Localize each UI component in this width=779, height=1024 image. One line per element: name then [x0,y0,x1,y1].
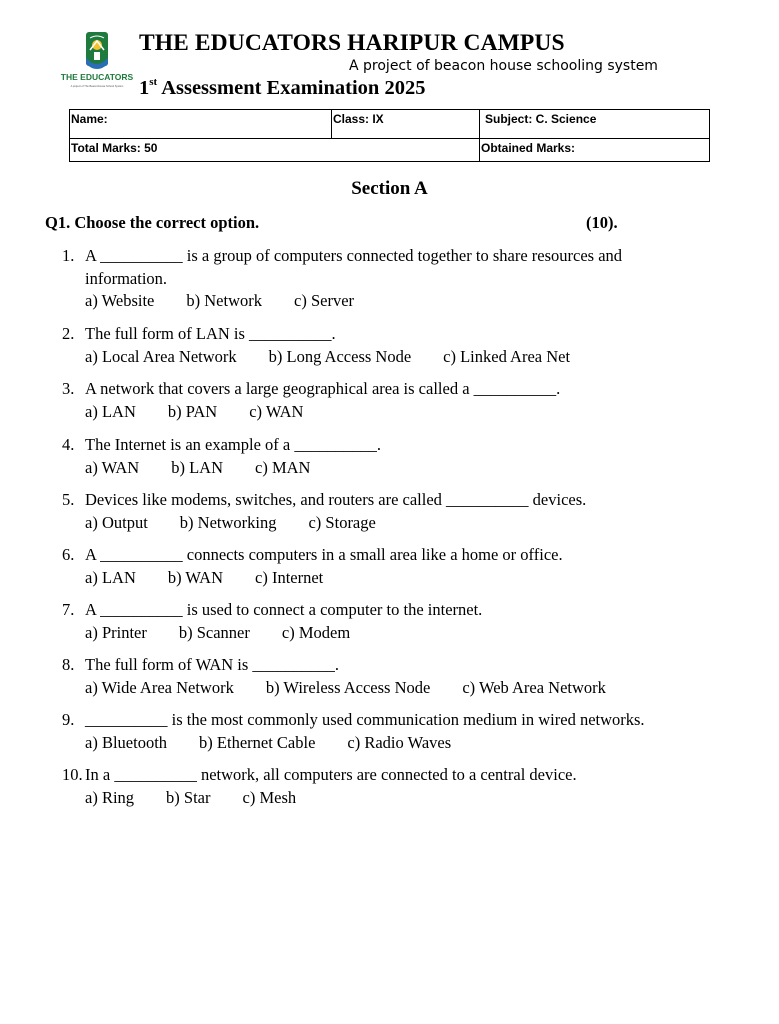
question-options [85,732,682,755]
option-a[interactable]: a) Output [85,512,148,532]
option-b[interactable]: b) WAN [167,567,224,587]
exam-title [139,77,425,100]
question-options [85,512,682,535]
subject-label: Subject: C. Science [485,112,597,126]
option-a[interactable]: a) LAN [85,401,136,421]
question-text: In a __________ network, all computers are connected to a central device. [85,765,577,784]
question-number: 2. [62,324,75,343]
option-b[interactable]: b) Ethernet Cable [199,732,316,752]
question-options [85,567,682,590]
question-number: 4. [62,435,75,454]
section-title: Section A [351,178,428,199]
option-c[interactable]: c) Modem [281,622,351,642]
question-options [85,677,682,700]
name-field[interactable]: Name: [70,110,332,139]
question-number: 5. [62,490,75,509]
option-c[interactable]: c) MAN [255,457,311,477]
student-info-table [69,109,710,162]
question-number: 6. [62,545,75,564]
option-a[interactable]: a) Ring [85,787,135,807]
question-4 [62,434,682,479]
option-c[interactable]: c) Mesh [242,787,297,807]
exam-number: 1 [139,77,150,99]
question-options [85,787,682,810]
option-a[interactable]: a) WAN [85,457,140,477]
question-number: 9. [62,710,75,729]
option-c[interactable]: c) Internet [255,567,324,587]
exam-name: Assessment Examination 2025 [161,77,426,99]
option-b[interactable]: b) Network [186,291,262,310]
question-text: A __________ connects computers in a small area like a home or office. [85,545,563,564]
question-7 [62,599,682,644]
option-a[interactable]: a) Website [85,291,155,310]
class-field: Class: IX [332,110,480,139]
option-a[interactable]: a) Bluetooth [85,732,168,752]
subject-field [480,110,710,139]
option-a[interactable]: a) Printer [85,622,147,642]
option-c[interactable]: c) Linked Area Net [443,346,571,366]
question-number: 7. [62,600,75,619]
logo-tagline: A project of The Beaconhouse School System [70,85,124,88]
option-c[interactable]: c) Web Area Network [462,677,606,697]
question-3 [62,378,682,423]
option-c[interactable]: c) WAN [249,401,304,421]
question-1 [62,245,682,313]
option-c[interactable]: c) Radio Waves [347,732,452,752]
question-number: 1. [62,246,75,265]
question-8 [62,654,682,699]
question-9 [62,709,682,754]
question-text: The full form of WAN is __________. [85,655,340,674]
option-c[interactable]: c) Storage [308,512,376,532]
question-text: Devices like modems, switches, and routers are called __________ devices. [85,490,587,509]
question-text: The full form of LAN is __________. [85,324,336,343]
total-marks-field: Total Marks: 50 [70,139,480,162]
question-2 [62,323,682,368]
option-a[interactable]: a) Local Area Network [85,346,237,366]
option-b[interactable]: b) Long Access Node [268,346,412,366]
question-options [85,457,682,480]
school-subtitle: A project of beacon house schooling system [349,58,658,74]
question-text: A __________ is a group of computers connected together to share resources and information. [85,246,623,288]
option-b[interactable]: b) Star [166,787,211,807]
question-options [85,622,682,645]
school-name: THE EDUCATORS HARIPUR CAMPUS [139,30,565,56]
question-number: 3. [62,379,75,398]
school-logo [60,30,134,92]
question-marks: (10). [586,213,618,232]
question-text: The Internet is an example of a __________. [85,435,381,454]
question-text: A __________ is used to connect a computer to the internet. [85,600,483,619]
option-a[interactable]: a) LAN [85,567,136,587]
question-number: 8. [62,655,75,674]
exam-number-suffix: st [149,76,158,88]
question-5 [62,489,682,534]
question-number: 10. [62,765,83,784]
question-text: A network that covers a large geographical area is called a __________. [85,379,561,398]
question-10 [62,764,682,809]
question-text: __________ is the most commonly used communication medium in wired networks. [85,710,645,729]
option-c[interactable]: c) Server [294,291,355,310]
obtained-marks-field[interactable]: Obtained Marks: [480,139,710,162]
option-b[interactable]: b) Scanner [178,622,250,642]
question-options [85,346,682,369]
option-a[interactable]: a) Wide Area Network [85,677,234,697]
logo-text: THE EDUCATORS [60,72,134,82]
option-b[interactable]: b) Networking [179,512,277,532]
option-b[interactable]: b) PAN [167,401,218,421]
option-b[interactable]: b) Wireless Access Node [265,677,431,697]
question-6 [62,544,682,589]
question-options [85,290,682,313]
question-options [85,401,682,424]
option-b[interactable]: b) LAN [171,457,224,477]
question-heading: Q1. Choose the correct option. [45,213,260,232]
